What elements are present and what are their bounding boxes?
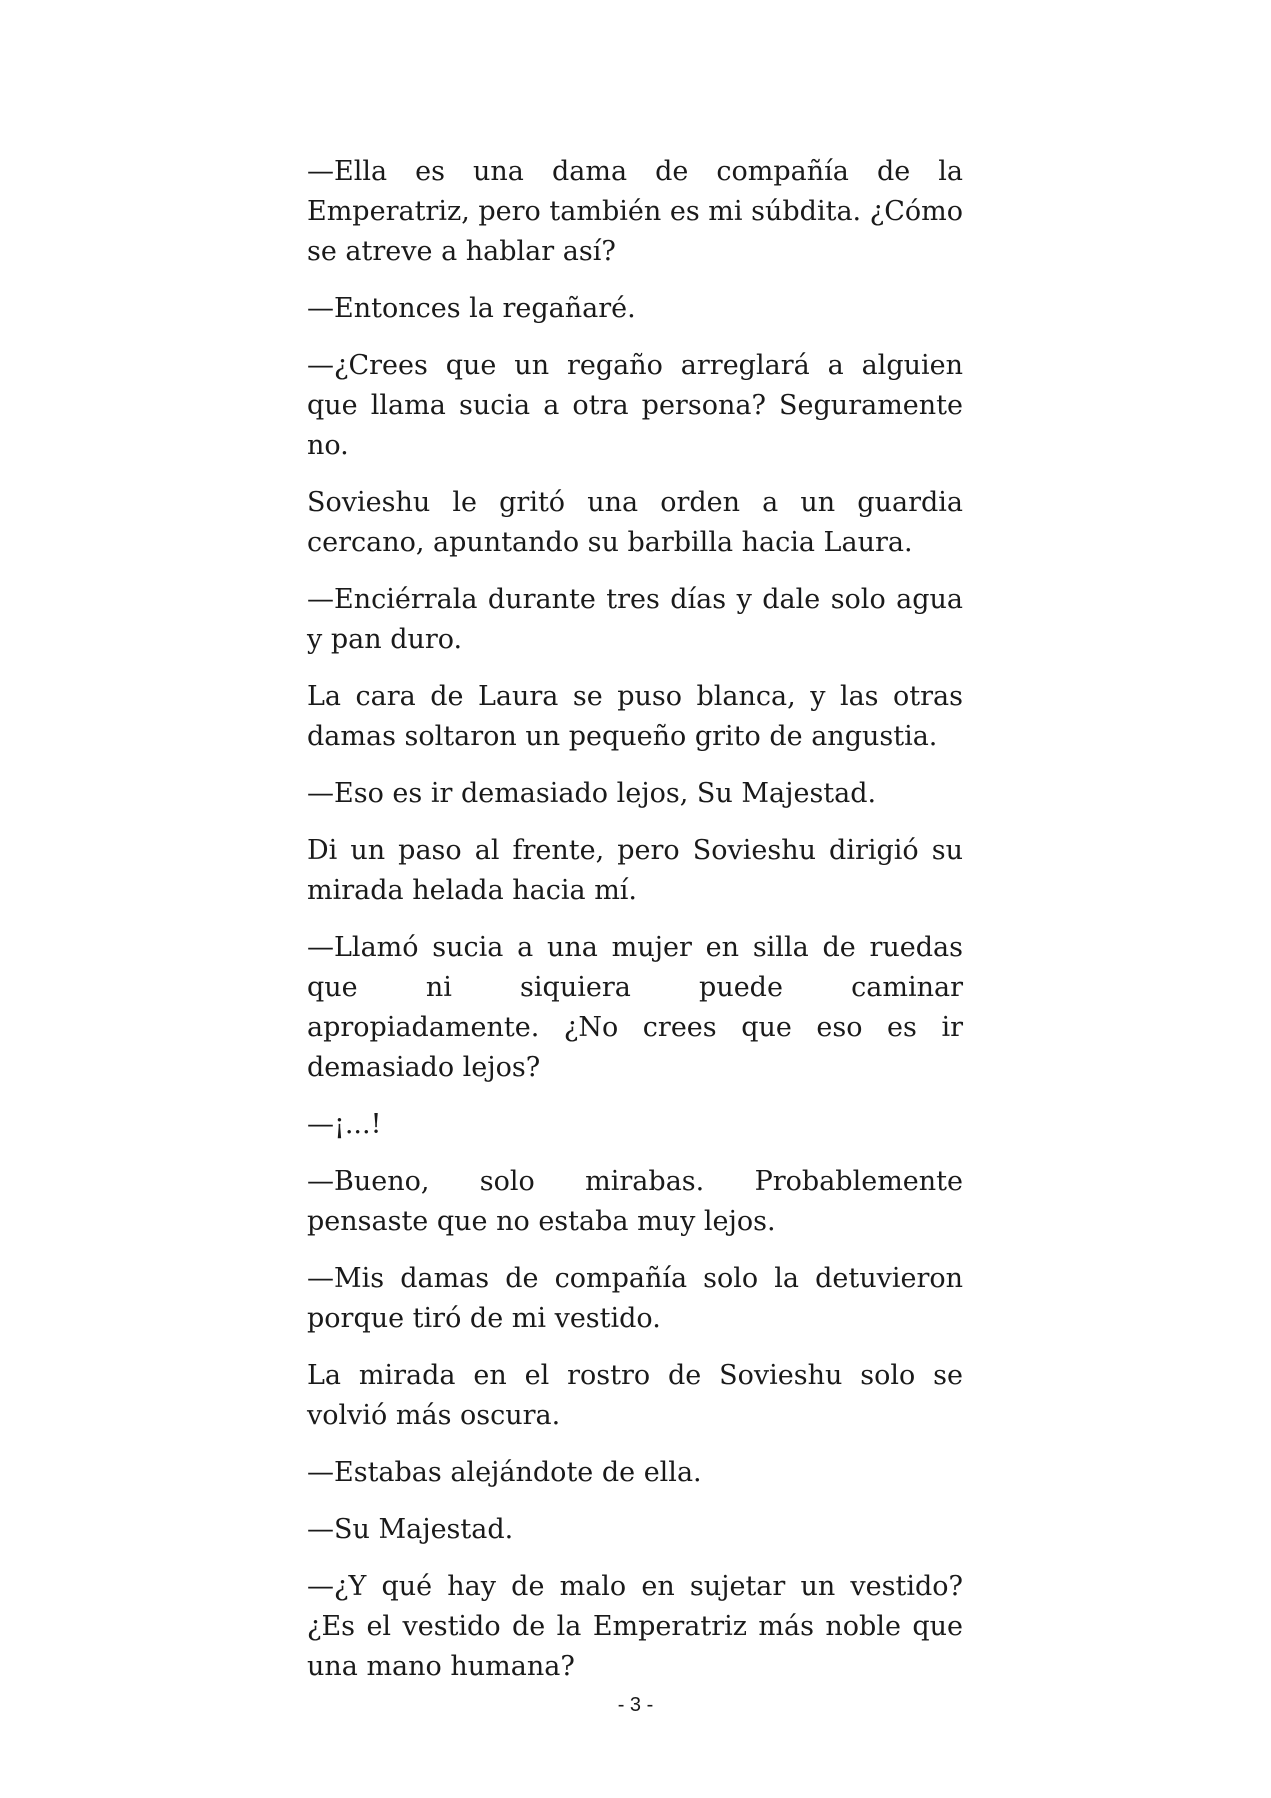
- paragraph: —¡...!: [307, 1109, 382, 1140]
- paragraph: —Eso es ir demasiado lejos, Su Majestad.: [307, 778, 877, 809]
- paragraph: —Bueno, solo mirabas. Probablemente pensaste que no estaba muy lejos.: [307, 1166, 963, 1237]
- paragraph: —¿Y qué hay de malo en sujetar un vestido? ¿Es el vestido de la Emperatriz más noble que una mano humana?: [307, 1571, 963, 1682]
- paragraph: —¿Crees que un regaño arreglará a alguien que llama sucia a otra persona? Seguramente no.: [307, 350, 963, 461]
- paragraph: —Ella es una dama de compañía de la Emperatriz, pero también es mi súbdita. ¿Cómo se atreve a hablar así?: [307, 156, 963, 267]
- paragraph: —Estabas alejándote de ella.: [307, 1457, 702, 1488]
- paragraph: —Entonces la regañaré.: [307, 293, 636, 324]
- paragraph: La mirada en el rostro de Sovieshu solo se volvió más oscura.: [307, 1360, 963, 1431]
- body-text: [307, 152, 963, 1704]
- paragraph: —Su Majestad.: [307, 1514, 514, 1545]
- paragraph: Di un paso al frente, pero Sovieshu dirigió su mirada helada hacia mí.: [307, 835, 963, 906]
- paragraph: Sovieshu le gritó una orden a un guardia cercano, apuntando su barbilla hacia Laura.: [307, 487, 963, 558]
- paragraph: —Llamó sucia a una mujer en silla de ruedas que ni siquiera puede caminar apropiadamente. ¿No crees que eso es ir demasiado lejos?: [307, 932, 963, 1083]
- paragraph: —Mis damas de compañía solo la detuvieron porque tiró de mi vestido.: [307, 1263, 963, 1334]
- page-number: - 3 -: [617, 1694, 654, 1716]
- paragraph: La cara de Laura se puso blanca, y las otras damas soltaron un pequeño grito de angustia.: [307, 681, 963, 752]
- paragraph: —Enciérrala durante tres días y dale solo agua y pan duro.: [307, 584, 963, 655]
